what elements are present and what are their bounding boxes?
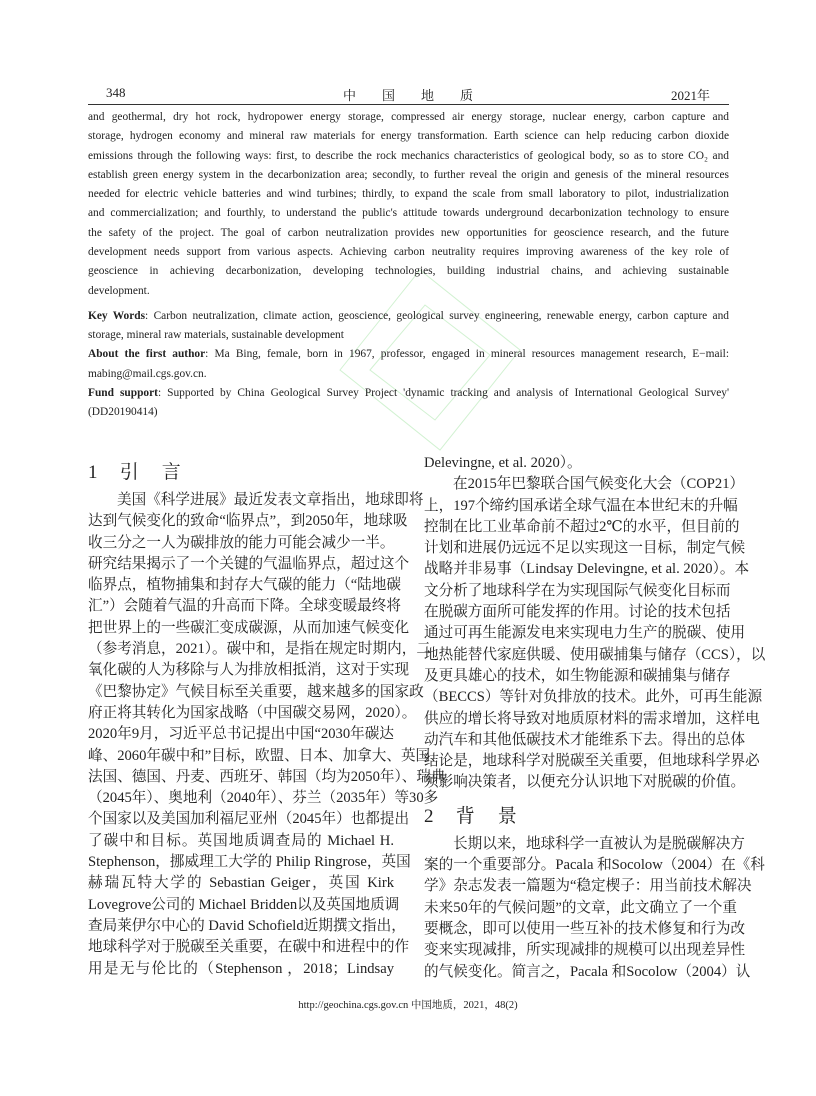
text-line: development. [88, 284, 150, 297]
text-line: 地热能替代家庭供暖、使用碳捕集与储存（CCS），以 [424, 646, 766, 663]
text-line: 变来实现减排，所实现减排的规模可以出现差异性 [424, 942, 746, 959]
text-line: 把世界上的一些碳汇变成碳源，从而加速气候变化 [88, 619, 410, 636]
fund-text: : Supported by China Geological Survey Project 'dynamic tracking and analysis of International Geological Survey' [157, 386, 729, 399]
text-line: needed for electric vehicle batteries and wind turbines; thirdly, to expand the scale from small laboratory to pilot, industrialization [88, 188, 729, 201]
text-line: establish green energy system in the decarbonization area; secondly, to further reveal the origin and genesis of the mineral resources [88, 168, 729, 181]
text-line: 用是无与伦比的（Stephenson ，2018；Lindsay [88, 960, 394, 977]
text-line: and geothermal, dry hot rock, hydropower energy storage, compressed air energy storage, nuclear energy, carbon capture and [88, 111, 729, 123]
text-line: 案的一个重要部分。Pacala 和Socolow（2004）在《科 [424, 857, 765, 874]
text-line: 美国《科学进展》最近发表文章指出，地球即将 [117, 492, 424, 508]
text-line: 峰、2060年碳中和”目标，欧盟、日本、加拿大、英国、 [88, 747, 445, 764]
text-line: storage, hydrogen economy and mineral raw materials for energy transformation. Earth science can help reducing carbon dioxide [88, 130, 729, 143]
keywords-text: : Carbon neutralization, climate action, geoscience, geological survey engineering, renewable energy, carbon capture and [145, 310, 729, 322]
left-column [88, 455, 446, 980]
text-line: 汇”）会随着气温的升高而下降。全球变暖最终将 [88, 598, 401, 615]
text-line: 在脱碳方面所可能发挥的作用。讨论的技术包括 [424, 604, 731, 621]
text-line: 了碳中和目标。英国地质调查局的 Michael H. [88, 832, 394, 849]
header-rule [88, 104, 729, 105]
fund-label: Fund support [88, 386, 158, 399]
author-text: : Ma Bing, female, born in 1967, professor, engaged in mineral resources management research, E−mail: [205, 348, 729, 361]
section-heading-2: 2 背 景 [424, 805, 519, 827]
text-line: Delevingne, et al. 2020）。 [424, 455, 582, 471]
text-line: 结论是，地球科学对脱碳至关重要，但地球科学界必 [424, 753, 760, 770]
page-number: 348 [106, 85, 126, 100]
text-line: 2020年9月，习近平总书记提出中国“2030年碳达 [88, 726, 394, 743]
text-line: Lovegrove公司的 Michael Bridden以及英国地质调 [88, 896, 400, 913]
text-line: 查局莱伊尔中心的 David Schofield近期撰文指出， [88, 917, 406, 934]
article-metadata [88, 307, 729, 422]
author-email: mabing@mail.cgs.gov.cn. [88, 367, 207, 380]
text-line: 须影响决策者，以便充分认识地下对脱碳的价值。 [424, 774, 746, 791]
text-line: 学》杂志发表一篇题为“稳定楔子：用当前技术解决 [424, 878, 752, 895]
keywords-line [88, 307, 729, 326]
text-line: 研究结果揭示了一个关键的气温临界点，超过这个 [88, 555, 410, 572]
text-line: 动汽车和其他低碳技术才能维系下去。得出的总体 [424, 731, 746, 748]
text-line: development needs support from various aspects. Achieving carbon neutrality requires improving awareness of the key role of [88, 246, 729, 259]
text-line: 府正将其转化为国家战略（中国碳交易网，2020）。 [88, 704, 417, 721]
text-line: 控制在比工业革命前不超过2℃的水平，但目前的 [424, 518, 740, 535]
text-line: 收三分之一人为碳排放的能力可能会减少一半。 [88, 534, 395, 551]
text-line: geoscience in achieving decarbonization, developing technologies, building industrial chains, and achieving sustainable [88, 265, 729, 278]
text-line: 临界点，植物捕集和封存大气碳的能力（“陆地碳 [88, 577, 401, 594]
right-column [424, 453, 766, 983]
text-line: 达到气候变化的致命“临界点”，到2050年，地球吸 [88, 513, 408, 530]
keywords-label: Key Words [88, 310, 146, 322]
text-line: 的气候变化。简言之，Pacala 和Socolow（2004）认 [424, 963, 751, 980]
text-line: 氧化碳的人为移除与人为排放相抵消，这对于实现 [88, 662, 410, 679]
abstract [88, 108, 729, 301]
text-line: 战略并非易事（Lindsay Delevingne, et al. 2020）。本 [424, 561, 750, 578]
text-line: emissions through the following ways: first, to describe the rock mechanics characteristics of geological body, so as to store CO₂ and [88, 149, 729, 162]
text-line: 及更具雄心的技术，如生物能源和碳捕集与储存 [424, 667, 731, 684]
text-line: （BECCS）等针对负排放的技术。此外，可再生能源 [424, 689, 763, 706]
text-line: 地球科学对于脱碳至关重要，在碳中和进程中的作 [88, 939, 410, 956]
fund-code: (DD20190414) [88, 405, 158, 418]
page-footer: http://geochina.cgs.gov.cn 中国地质，2021，48(2) [298, 1000, 518, 1011]
text-line: Stephenson，挪威理工大学的 Philip Ringrose，英国 [88, 854, 411, 871]
text-line: 长期以来，地球科学一直被认为是脱碳解决方 [453, 835, 745, 852]
text-line: 法国、德国、丹麦、西班牙、韩国（均为2050年）、瑞典 [88, 768, 446, 785]
section-heading-1: 1 引 言 [88, 462, 183, 483]
text-line: 上，197个缔约国承诺全球气温在本世纪末的升幅 [424, 497, 738, 514]
text-line: 要概念，即可以使用一些互补的技术修复和行为改 [424, 920, 746, 937]
keywords-text-cont: storage, mineral raw materials, sustainable development [88, 329, 344, 342]
text-line: （参考消息，2021）。碳中和，是指在规定时期内，二 [88, 641, 431, 658]
text-line: and commercialization; and fourthly, to understand the public's attitude towards underground decarbonization technology to ensure [88, 207, 729, 220]
text-line: 供应的增长将导致对地质原材料的需求增加，这样电 [424, 710, 760, 727]
author-label: About the first author [88, 348, 206, 361]
year: 2021年 [670, 88, 710, 103]
text-line: 个国家以及美国加利福尼亚州（2045年）也都提出 [88, 811, 410, 828]
text-line: the safety of the project. The goal of carbon neutralization provides new opportunities for geoscience research, and the future [88, 226, 729, 239]
text-line: （2045年）、奥地利（2040年）、芬兰（2035年）等30多 [88, 790, 439, 807]
text-line: 计划和进展仍远远不足以实现这一目标，制定气候 [424, 540, 746, 557]
text-line: 文分析了地球科学在为实现国际气候变化目标而 [424, 582, 731, 599]
text-line: 《巴黎协定》气候目标至关重要，越来越多的国家政 [88, 683, 424, 700]
text-line: 未来50年的气候问题”的文章，此文确立了一个重 [424, 899, 737, 916]
text-line: 通过可再生能源发电来实现电力生产的脱碳、使用 [424, 625, 746, 642]
text-line: 赫瑞瓦特大学的 Sebastian Geiger，英国 Kirk [88, 875, 394, 892]
text-line: 在2015年巴黎联合国气候变化大会（COP21） [453, 476, 745, 493]
journal-name: 中 国 地 质 [342, 88, 473, 103]
